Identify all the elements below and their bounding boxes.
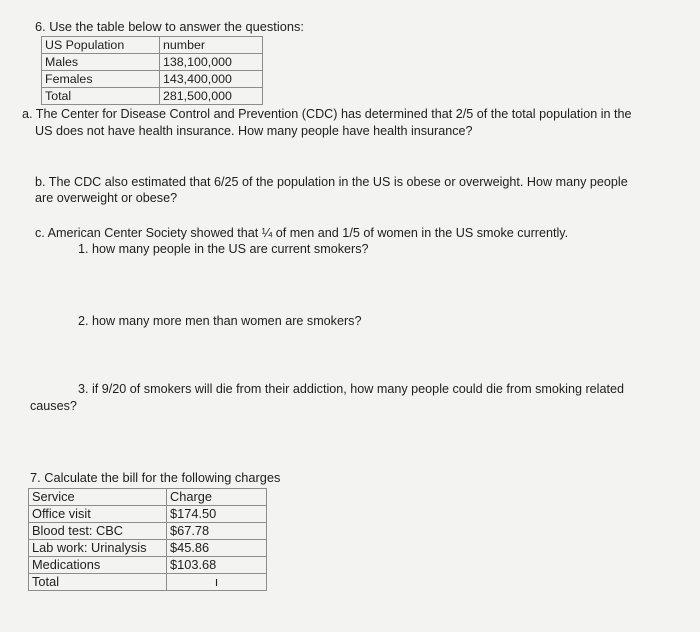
row-value: 143,400,000	[160, 71, 263, 88]
table-row	[29, 506, 267, 523]
q6c-part1: 1. how many people in the US are current smokers?	[78, 242, 369, 256]
header-cell-number: number	[160, 37, 263, 54]
q6-heading: 6. Use the table below to answer the questions:	[35, 19, 304, 34]
row-service: Office visit	[29, 506, 167, 523]
bill-charges-table	[28, 488, 267, 591]
row-label: Females	[42, 71, 160, 88]
us-population-table	[41, 36, 263, 105]
table-row	[42, 88, 263, 105]
q6b-line2: are overweight or obese?	[35, 191, 178, 205]
row-value: 138,100,000	[160, 54, 263, 71]
row-charge-total[interactable]: ı	[167, 574, 267, 591]
q6c-part3-line1: 3. if 9/20 of smokers will die from their addiction, how many people could die from smoking related	[78, 382, 624, 396]
table-header-row	[29, 489, 267, 506]
header-cell-population: US Population	[42, 37, 160, 54]
table-row-total	[29, 574, 267, 591]
q6a-line1: a. The Center for Disease Control and Prevention (CDC) has determined that 2/5 of the total population in the	[22, 107, 632, 121]
row-service: Total	[29, 574, 167, 591]
row-service: Medications	[29, 557, 167, 574]
row-charge: $103.68	[167, 557, 267, 574]
table-row	[42, 71, 263, 88]
row-label: Total	[42, 88, 160, 105]
table-row	[42, 54, 263, 71]
row-service: Lab work: Urinalysis	[29, 540, 167, 557]
q7-heading: 7. Calculate the bill for the following charges	[30, 470, 281, 485]
row-label: Males	[42, 54, 160, 71]
table-row	[29, 557, 267, 574]
row-charge: $67.78	[167, 523, 267, 540]
header-cell-service: Service	[29, 489, 167, 506]
header-cell-charge: Charge	[167, 489, 267, 506]
row-charge: $45.86	[167, 540, 267, 557]
table-header-row	[42, 37, 263, 54]
row-value: 281,500,000	[160, 88, 263, 105]
q6c-line1: c. American Center Society showed that ¼ of men and 1/5 of women in the US smoke currently.	[35, 226, 569, 240]
q6c-part2: 2. how many more men than women are smokers?	[78, 314, 362, 328]
table-row	[29, 523, 267, 540]
row-service: Blood test: CBC	[29, 523, 167, 540]
q6b-line1: b. The CDC also estimated that 6/25 of the population in the US is obese or overweight. How many people	[35, 175, 628, 189]
q6a-line2: US does not have health insurance. How many people have health insurance?	[35, 124, 473, 138]
table-row	[29, 540, 267, 557]
q6c-part3-line2: causes?	[30, 399, 77, 413]
row-charge: $174.50	[167, 506, 267, 523]
